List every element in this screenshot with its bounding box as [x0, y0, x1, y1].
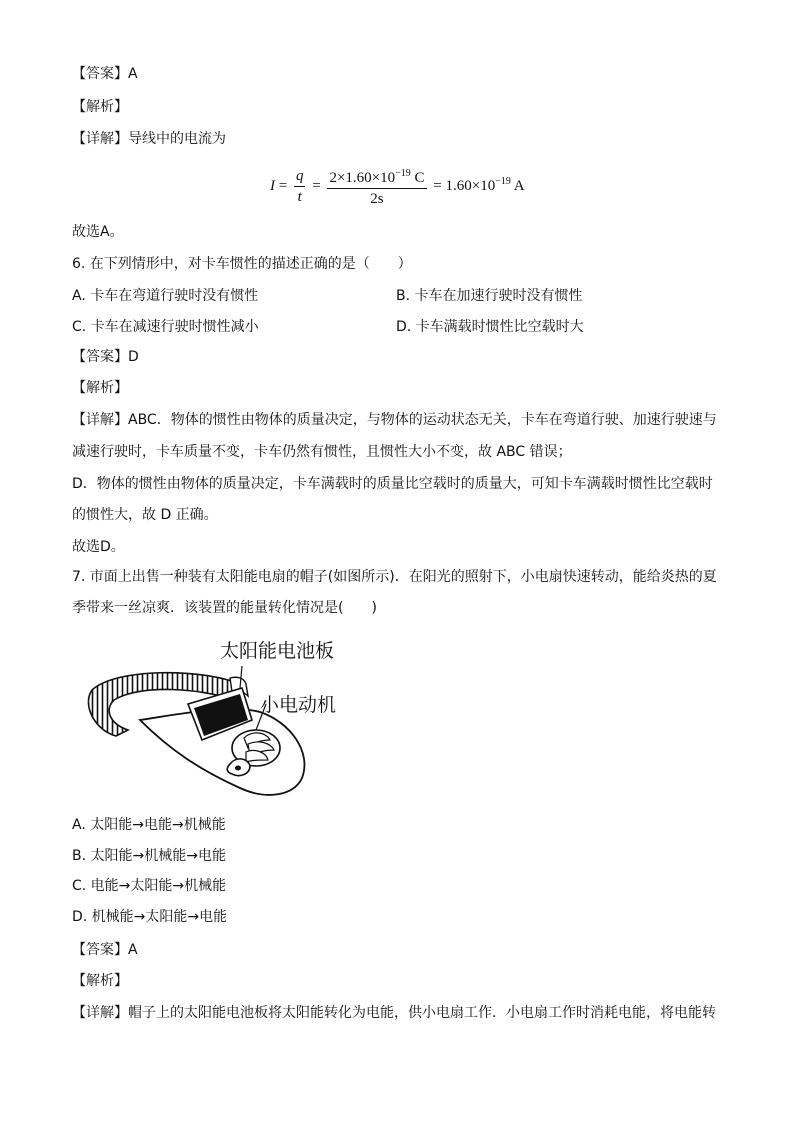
current-formula [270, 165, 525, 209]
formula-frac-q-t [294, 167, 306, 206]
formula-result [445, 175, 525, 194]
q7-detail-line-1: 【详解】帽子上的太阳能电池板将太阳能转化为电能，供小电扇工作．小电扇工作时消耗电能，将电能转 [72, 1005, 716, 1021]
q6-conclusion: 故选D。 [72, 539, 125, 555]
formula-frac2-coef: 2×1.60×10 [329, 170, 396, 186]
formula-frac1-num: q [294, 167, 306, 187]
formula-result-unit: A [510, 177, 525, 194]
formula-eq2: = [312, 177, 321, 194]
formula-lhs: I [270, 177, 275, 194]
q6-option-a: A. 卡车在弯道行驶时没有惯性 [72, 288, 259, 304]
formula-frac-values [327, 165, 426, 208]
formula-frac2-num [327, 165, 426, 189]
formula-eq3: = [433, 177, 442, 194]
q7-option-d: D. 机械能→太阳能→电能 [72, 909, 228, 925]
label-solar-panel: 太阳能电池板 [220, 640, 335, 662]
q7-option-c: C. 电能→太阳能→机械能 [72, 878, 227, 894]
q6-option-c: C. 卡车在减速行驶时惯性减小 [72, 319, 259, 335]
q6-option-d: D. 卡车满载时惯性比空载时大 [396, 319, 584, 335]
q7-question-line-1: 7. 市面上出售一种装有太阳能电扇的帽子(如图所示)．在阳光的照射下，小电扇快速转动，能给炎热的夏 [72, 569, 717, 585]
q6-detail-line-2: 减速行驶时，卡车质量不变，卡车仍然有惯性，且惯性大小不变，故 ABC 错误； [72, 444, 572, 460]
q6-detail-line-4: 的惯性大，故 D 正确。 [72, 507, 218, 523]
q5-conclusion: 故选A。 [72, 224, 124, 240]
formula-result-exp: −19 [495, 175, 511, 187]
label-small-motor: 小电动机 [260, 694, 337, 716]
q7-answer: 【答案】A [72, 942, 138, 958]
q6-answer: 【答案】D [72, 349, 139, 365]
formula-frac2-exp: −19 [395, 168, 411, 179]
q7-option-a: A. 太阳能→电能→机械能 [72, 817, 226, 833]
q6-question: 6. 在下列情形中，对卡车惯性的描述正确的是（ ） [72, 256, 412, 272]
q6-detail-line-1: 【详解】ABC．物体的惯性由物体的质量决定，与物体的运动状态无关，卡车在弯道行驶、加速行驶速与 [72, 412, 717, 428]
formula-eq1: = [278, 177, 288, 194]
q5-answer: 【答案】A [72, 66, 138, 82]
q6-option-b: B. 卡车在加速行驶时没有惯性 [396, 288, 583, 304]
q7-question-line-2: 季带来一丝凉爽．该装置的能量转化情况是( ) [72, 600, 377, 616]
q7-option-b: B. 太阳能→机械能→电能 [72, 848, 226, 864]
formula-frac2-unit: C [410, 170, 425, 186]
q6-analysis-heading: 【解析】 [72, 380, 128, 396]
q5-detail: 【详解】导线中的电流为 [72, 131, 226, 147]
formula-result-coef: 1.60×10 [445, 177, 496, 194]
formula-frac2-den: 2s [370, 191, 384, 207]
solar-fan-hat-figure [80, 632, 380, 804]
formula-frac1-den: t [297, 189, 302, 205]
q5-analysis-heading: 【解析】 [72, 99, 128, 115]
q6-detail-line-3: D．物体的惯性由物体的质量决定，卡车满载时的质量比空载时的质量大，可知卡车满载时惯性比空载时 [72, 476, 713, 492]
motor-hub [235, 766, 241, 771]
q7-analysis-heading: 【解析】 [72, 973, 128, 989]
